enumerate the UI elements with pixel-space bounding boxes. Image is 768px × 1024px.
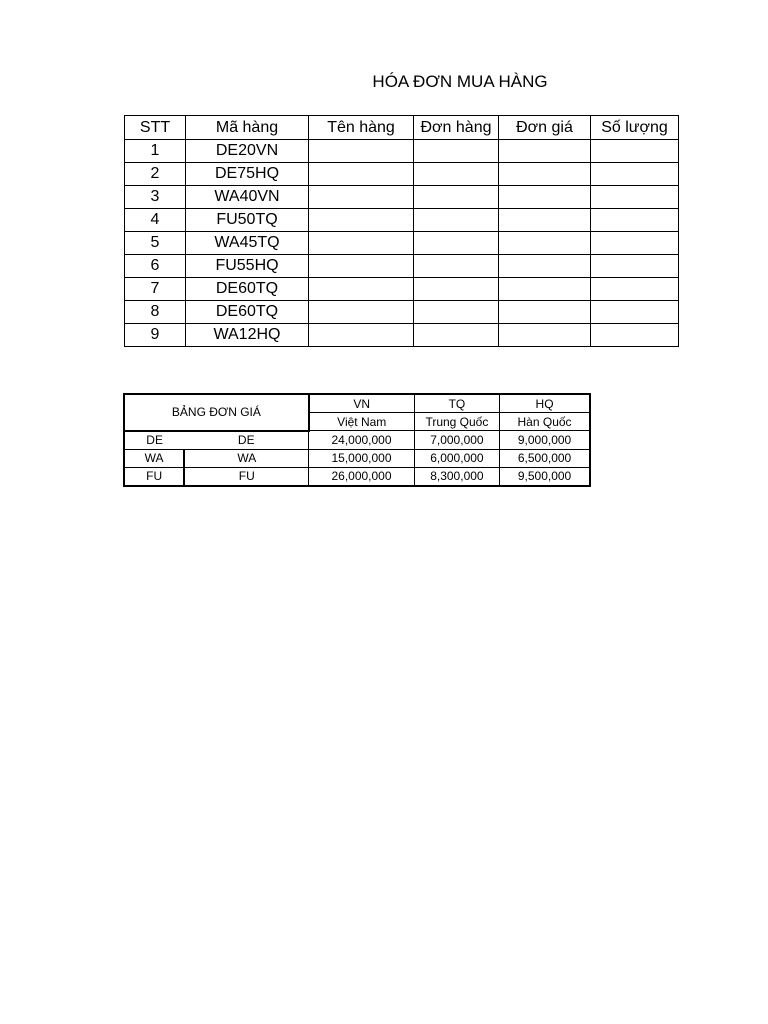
price-hq[interactable]: 6,500,000 [500,449,590,467]
cell-name[interactable] [309,140,414,163]
price-vn[interactable]: 24,000,000 [309,431,414,450]
cell-order[interactable] [414,301,499,324]
cell-code[interactable]: DE75HQ [186,163,309,186]
cell-order[interactable] [414,324,499,347]
header-product-code[interactable]: Mã hàng [186,116,309,140]
table-row [124,467,590,486]
country-name-hq[interactable]: Hàn Quốc [500,413,590,431]
price-row-name[interactable]: FU [184,467,309,486]
cell-quantity[interactable] [591,324,679,347]
cell-name[interactable] [309,209,414,232]
table-row [125,186,679,209]
cell-order[interactable] [414,232,499,255]
cell-order[interactable] [414,255,499,278]
cell-order[interactable] [414,278,499,301]
price-tq[interactable]: 6,000,000 [414,449,499,467]
cell-order[interactable] [414,140,499,163]
country-code-vn[interactable]: VN [309,394,414,413]
header-order[interactable]: Đơn hàng [414,116,499,140]
cell-quantity[interactable] [591,163,679,186]
country-name-tq[interactable]: Trung Quốc [414,413,499,431]
invoice-header-row [125,116,679,140]
cell-stt[interactable]: 5 [125,232,186,255]
price-tq[interactable]: 7,000,000 [414,431,499,450]
price-hq[interactable]: 9,500,000 [500,467,590,486]
price-row-name[interactable]: WA [184,449,309,467]
table-row [125,278,679,301]
table-row [125,232,679,255]
cell-quantity[interactable] [591,209,679,232]
cell-stt[interactable]: 7 [125,278,186,301]
price-vn[interactable]: 26,000,000 [309,467,414,486]
cell-price[interactable] [499,255,591,278]
cell-code[interactable]: WA45TQ [186,232,309,255]
cell-price[interactable] [499,140,591,163]
country-code-hq[interactable]: HQ [500,394,590,413]
table-row [125,140,679,163]
cell-order[interactable] [414,186,499,209]
price-header-row-codes [124,394,590,413]
table-row [125,324,679,347]
cell-name[interactable] [309,232,414,255]
cell-stt[interactable]: 3 [125,186,186,209]
price-vn[interactable]: 15,000,000 [309,449,414,467]
cell-code[interactable]: DE60TQ [186,301,309,324]
cell-name[interactable] [309,324,414,347]
cell-code[interactable]: FU50TQ [186,209,309,232]
table-row [124,431,590,450]
cell-quantity[interactable] [591,186,679,209]
cell-price[interactable] [499,209,591,232]
header-unit-price[interactable]: Đơn giá [499,116,591,140]
table-row [125,301,679,324]
cell-code[interactable]: DE20VN [186,140,309,163]
cell-quantity[interactable] [591,278,679,301]
cell-quantity[interactable] [591,301,679,324]
cell-price[interactable] [499,324,591,347]
header-quantity[interactable]: Số lượng [591,116,679,140]
country-name-vn[interactable]: Việt Nam [309,413,414,431]
price-hq[interactable]: 9,000,000 [500,431,590,450]
cell-code[interactable]: WA40VN [186,186,309,209]
price-table [123,393,591,487]
invoice-table [124,115,679,347]
price-row-code[interactable]: WA [124,449,184,467]
cell-code[interactable]: DE60TQ [186,278,309,301]
cell-order[interactable] [414,209,499,232]
cell-code[interactable]: FU55HQ [186,255,309,278]
cell-stt[interactable]: 9 [125,324,186,347]
cell-price[interactable] [499,278,591,301]
table-row [124,449,590,467]
invoice-title: HÓA ĐƠN MUA HÀNG [372,72,548,91]
cell-name[interactable] [309,301,414,324]
cell-stt[interactable]: 2 [125,163,186,186]
cell-price[interactable] [499,163,591,186]
table-row [125,209,679,232]
cell-order[interactable] [414,163,499,186]
price-table-title[interactable]: BẢNG ĐƠN GIÁ [124,394,309,431]
cell-stt[interactable]: 6 [125,255,186,278]
cell-quantity[interactable] [591,140,679,163]
table-row [125,255,679,278]
cell-price[interactable] [499,301,591,324]
cell-stt[interactable]: 4 [125,209,186,232]
cell-name[interactable] [309,186,414,209]
country-code-tq[interactable]: TQ [414,394,499,413]
cell-quantity[interactable] [591,232,679,255]
price-row-code[interactable]: FU [124,467,184,486]
price-row-name[interactable]: DE [184,431,309,450]
header-stt[interactable]: STT [125,116,186,140]
cell-quantity[interactable] [591,255,679,278]
cell-name[interactable] [309,255,414,278]
price-row-code[interactable]: DE [124,431,184,450]
cell-name[interactable] [309,163,414,186]
cell-code[interactable]: WA12HQ [186,324,309,347]
cell-stt[interactable]: 8 [125,301,186,324]
header-product-name[interactable]: Tên hàng [309,116,414,140]
price-tq[interactable]: 8,300,000 [414,467,499,486]
cell-price[interactable] [499,186,591,209]
cell-name[interactable] [309,278,414,301]
cell-stt[interactable]: 1 [125,140,186,163]
table-row [125,163,679,186]
cell-price[interactable] [499,232,591,255]
